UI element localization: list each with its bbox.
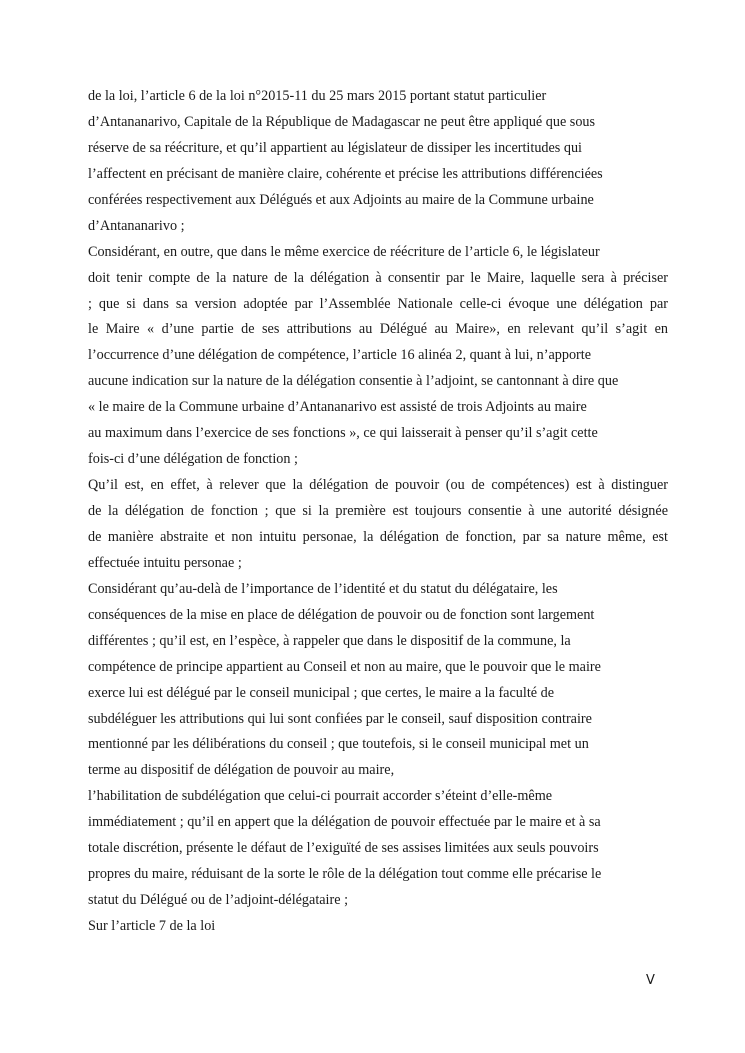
text-line: mentionné par les délibérations du conseil ; que toutefois, si le conseil municipal met un xyxy=(88,736,589,753)
text-line: subdéléguer les attributions qui lui sont confiées par le conseil, sauf disposition contraire xyxy=(88,710,592,727)
text-line: Considérant qu’au-delà de l’importance de l’identité et du statut du délégataire, les xyxy=(88,580,558,597)
text-line: de manière abstraite et non intuitu personae, la délégation de fonction, par sa nature même, est xyxy=(88,528,668,545)
text-line: l’habilitation de subdélégation que celui-ci pourrait accorder s’éteint d’elle-même xyxy=(88,788,553,805)
text-line: l’affectent en précisant de manière claire, cohérente et précise les attributions différenciées xyxy=(88,165,603,182)
text-line: l’occurrence d’une délégation de compétence, l’article 16 alinéa 2, quant à lui, n’apporte xyxy=(88,347,592,364)
text-line: de la délégation de fonction ; que si la première est toujours consentie à une autorité désignée xyxy=(88,503,668,519)
text-line: propres du maire, réduisant de la sorte le rôle de la délégation tout comme elle précarise le xyxy=(88,866,602,883)
text-line: effectuée intuitu personae ; xyxy=(88,554,242,571)
text-line: Considérant, en outre, que dans le même exercice de réécriture de l’article 6, le législateur xyxy=(88,243,600,260)
text-line: conséquences de la mise en place de délégation de pouvoir ou de fonction sont largement xyxy=(88,606,595,623)
text-line: au maximum dans l’exercice de ses fonctions », ce qui laisserait à penser qu’il s’agit cette xyxy=(88,425,598,442)
text-line: immédiatement ; qu’il en appert que la délégation de pouvoir effectuée par le maire et à sa xyxy=(88,814,601,831)
text-line: aucune indication sur la nature de la délégation consentie à l’adjoint, se cantonnant à dire que xyxy=(88,373,619,390)
text-line: de la loi, l’article 6 de la loi n°2015-11 du 25 mars 2015 portant statut particulier xyxy=(88,88,547,104)
text-line: compétence de principe appartient au Conseil et non au maire, que le pouvoir que le maire xyxy=(88,658,601,675)
text-line: totale discrétion, présente le défaut de l’exiguïté de ses assises limitées aux seuls pouvoirs xyxy=(88,840,599,857)
text-line: d’Antananarivo, Capitale de la République de Madagascar ne peut être appliqué que sous xyxy=(88,113,596,130)
text-line: d’Antananarivo ; xyxy=(88,217,185,234)
text-line: exerce lui est délégué par le conseil municipal ; que certes, le maire a la faculté de xyxy=(88,684,554,701)
text-line: statut du Délégué ou de l’adjoint-délégataire ; xyxy=(88,892,349,909)
text-line: Qu’il est, en effet, à relever que la délégation de pouvoir (ou de compétences) est à distinguer xyxy=(88,477,668,494)
text-line: ; que si dans sa version adoptée par l’Assemblée Nationale celle-ci évoque une délégation par xyxy=(88,295,668,312)
text-line: « le maire de la Commune urbaine d’Antananarivo est assisté de trois Adjoints au maire xyxy=(88,399,587,416)
text-line: terme au dispositif de délégation de pouvoir au maire, xyxy=(88,762,395,779)
text-line: doit tenir compte de la nature de la délégation à consentir par le Maire, laquelle sera à préciser xyxy=(88,269,668,286)
page-number: V xyxy=(646,973,655,988)
text-line: le Maire « d’une partie de ses attributions au Délégué au Maire», en relevant qu’il s’agit en xyxy=(88,321,668,338)
text-line: réserve de sa réécriture, et qu’il appartient au législateur de dissiper les incertitudes qui xyxy=(88,139,582,156)
text-line: Sur l’article 7 de la loi xyxy=(88,918,216,934)
text-line: fois-ci d’une délégation de fonction ; xyxy=(88,451,298,468)
document-body xyxy=(88,84,668,940)
text-line: conférées respectivement aux Délégués et aux Adjoints au maire de la Commune urbaine xyxy=(88,191,594,208)
text-line: différentes ; qu’il est, en l’espèce, à rappeler que dans le dispositif de la commune, la xyxy=(88,632,571,649)
